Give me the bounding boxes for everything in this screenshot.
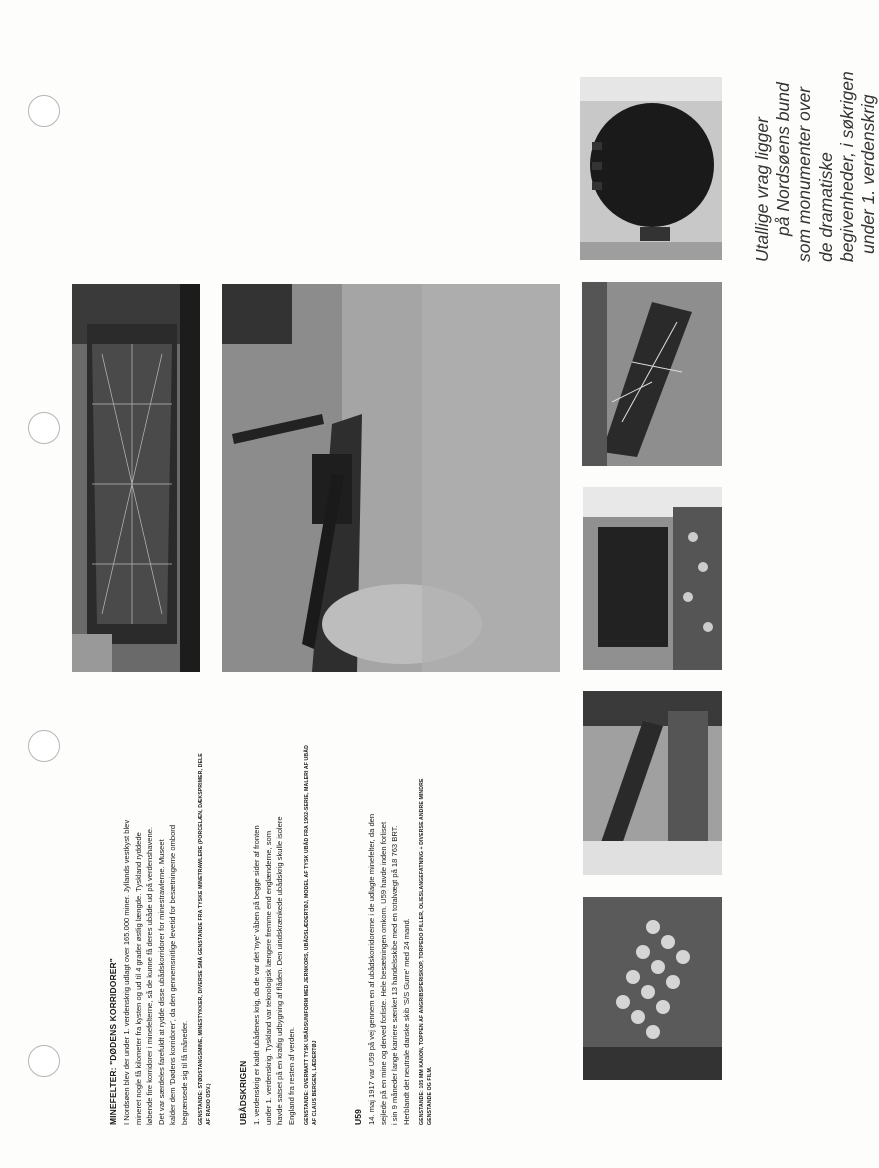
binder-hole-1: [28, 95, 60, 127]
photo-ammunition: [583, 897, 722, 1080]
binder-hole-4: [28, 1045, 60, 1077]
photo-exhibit-room: [583, 487, 722, 670]
caption-line: GENSTANDE: STØDSTANGSMINE, MINESTYKKER, DIVERSE SMÅ GENSTANDE FRA TYSKE MINETRAWLERE (PORCELÆN, DÆKSPRIMER, DELE: [197, 753, 204, 1125]
body-line: under 1. verdenskrig. Tyskland var teknologisk længere fremme end englænderne, som: [263, 830, 273, 1125]
quote-line: under 1. verdenskrig: [858, 94, 879, 254]
caption: [303, 685, 319, 1125]
pull-quote: [752, 72, 879, 262]
caption: [197, 685, 213, 1125]
photo-torpedo-display: [583, 691, 722, 875]
quote-line: de dramatiske: [815, 152, 836, 262]
text-column: [108, 685, 528, 1125]
body-line: 14. maj 1917 var U59 på vej gennem en af ubådskorridorerne i de udlagte minefelter, da den: [367, 813, 376, 1125]
binder-hole-3: [28, 730, 60, 762]
body-line: kalder dem 'Dødens korridorer', da den gennemsnitlige levetid for besætningerne ombord: [168, 824, 178, 1125]
section-u59: [353, 685, 434, 1125]
quote-line: Utallige vrag ligger: [752, 117, 772, 262]
body-line: England fra resten af verden.: [286, 1027, 296, 1125]
quote-line: på Nordsøens bund: [773, 82, 794, 236]
caption-line: AF RADIO OSV.): [205, 1083, 212, 1125]
body-line: begrænsede sig til få måneder.: [179, 1020, 189, 1125]
caption-line: AF CLAUS BERGEN, LÆDERTØJ: [312, 1040, 319, 1125]
body-line: I Nordsøen blev der under 1. verdenskrig udlagt over 165.000 miner. Jyllands vestkyst blev: [122, 819, 131, 1125]
body-line: sejlede på en mine og derved forliste. Hele besætningen omkom. U59 havde inden forliset: [378, 821, 388, 1125]
body-line: Det var særdeles farefuldt at rydde disse ubådskorridorer for minestrawlerne. Museet: [156, 839, 166, 1125]
section-minefelter: [108, 685, 213, 1125]
photo-wreck: [582, 282, 722, 466]
body-line: 1. verdenskrig er kaldt ubådenes krig, da de var det 'nye' våben på begge sider af fronten: [252, 825, 261, 1125]
caption: [418, 685, 434, 1125]
body-line: Herblandt det neutrale danske skib 'S/S Gurre' med 24 mand.: [401, 918, 411, 1125]
body-line: havde satset på en kraftig udbygning af flåden. Den uindskrænkede ubådskrig skulle isolere: [275, 816, 285, 1125]
section-heading: U59: [353, 1109, 363, 1125]
body-line: løbende fire korridorer i minefelterne, så de kunne få deres ubåde ud på verdenshavene.: [145, 826, 155, 1125]
body-line: mineret nogle få kilometer fra kysten og ud til 4 grader østlig længde. Tyskland ryddede: [133, 832, 143, 1125]
binder-hole-2: [28, 412, 60, 444]
caption-line: GENSTANDE OG FILM.: [427, 1066, 434, 1125]
quote-line: som monumenter over: [794, 86, 815, 262]
quote-line: begivenheder, i søkrigen: [836, 71, 857, 262]
photo-naval-gun: [222, 284, 560, 672]
photo-mine: [580, 77, 722, 260]
caption-line: GENSTANDE: OVERMATT TYSK UBÅDSUNIFORM MED JERNKORS, UBÅDSLÆDERTØJ, MODEL AF TYSK UBÅD FRA 1902-SERIE, MALERI AF UBÅD: [304, 745, 311, 1125]
section-heading: UBÅDSKRIGEN: [238, 1060, 248, 1125]
photo-ship-model: [72, 284, 200, 672]
body-line: i sin 9 måneder lange karriere sænket 13 handelsskibe med en totalvægt på 18 763 BRT.: [390, 825, 400, 1125]
section-ubaadskrigen: [238, 685, 319, 1125]
caption-line: GENSTANDE: 105 MM KANON, TOPPEN AF ANGRIBSPERISKOP, TORPEDO PILLER, OLIESLANGEFATNING + DIVERSE ANDRE MINDRE: [419, 778, 426, 1125]
section-heading: MINEFELTER: "DØDENS KORRIDORER": [108, 958, 118, 1125]
